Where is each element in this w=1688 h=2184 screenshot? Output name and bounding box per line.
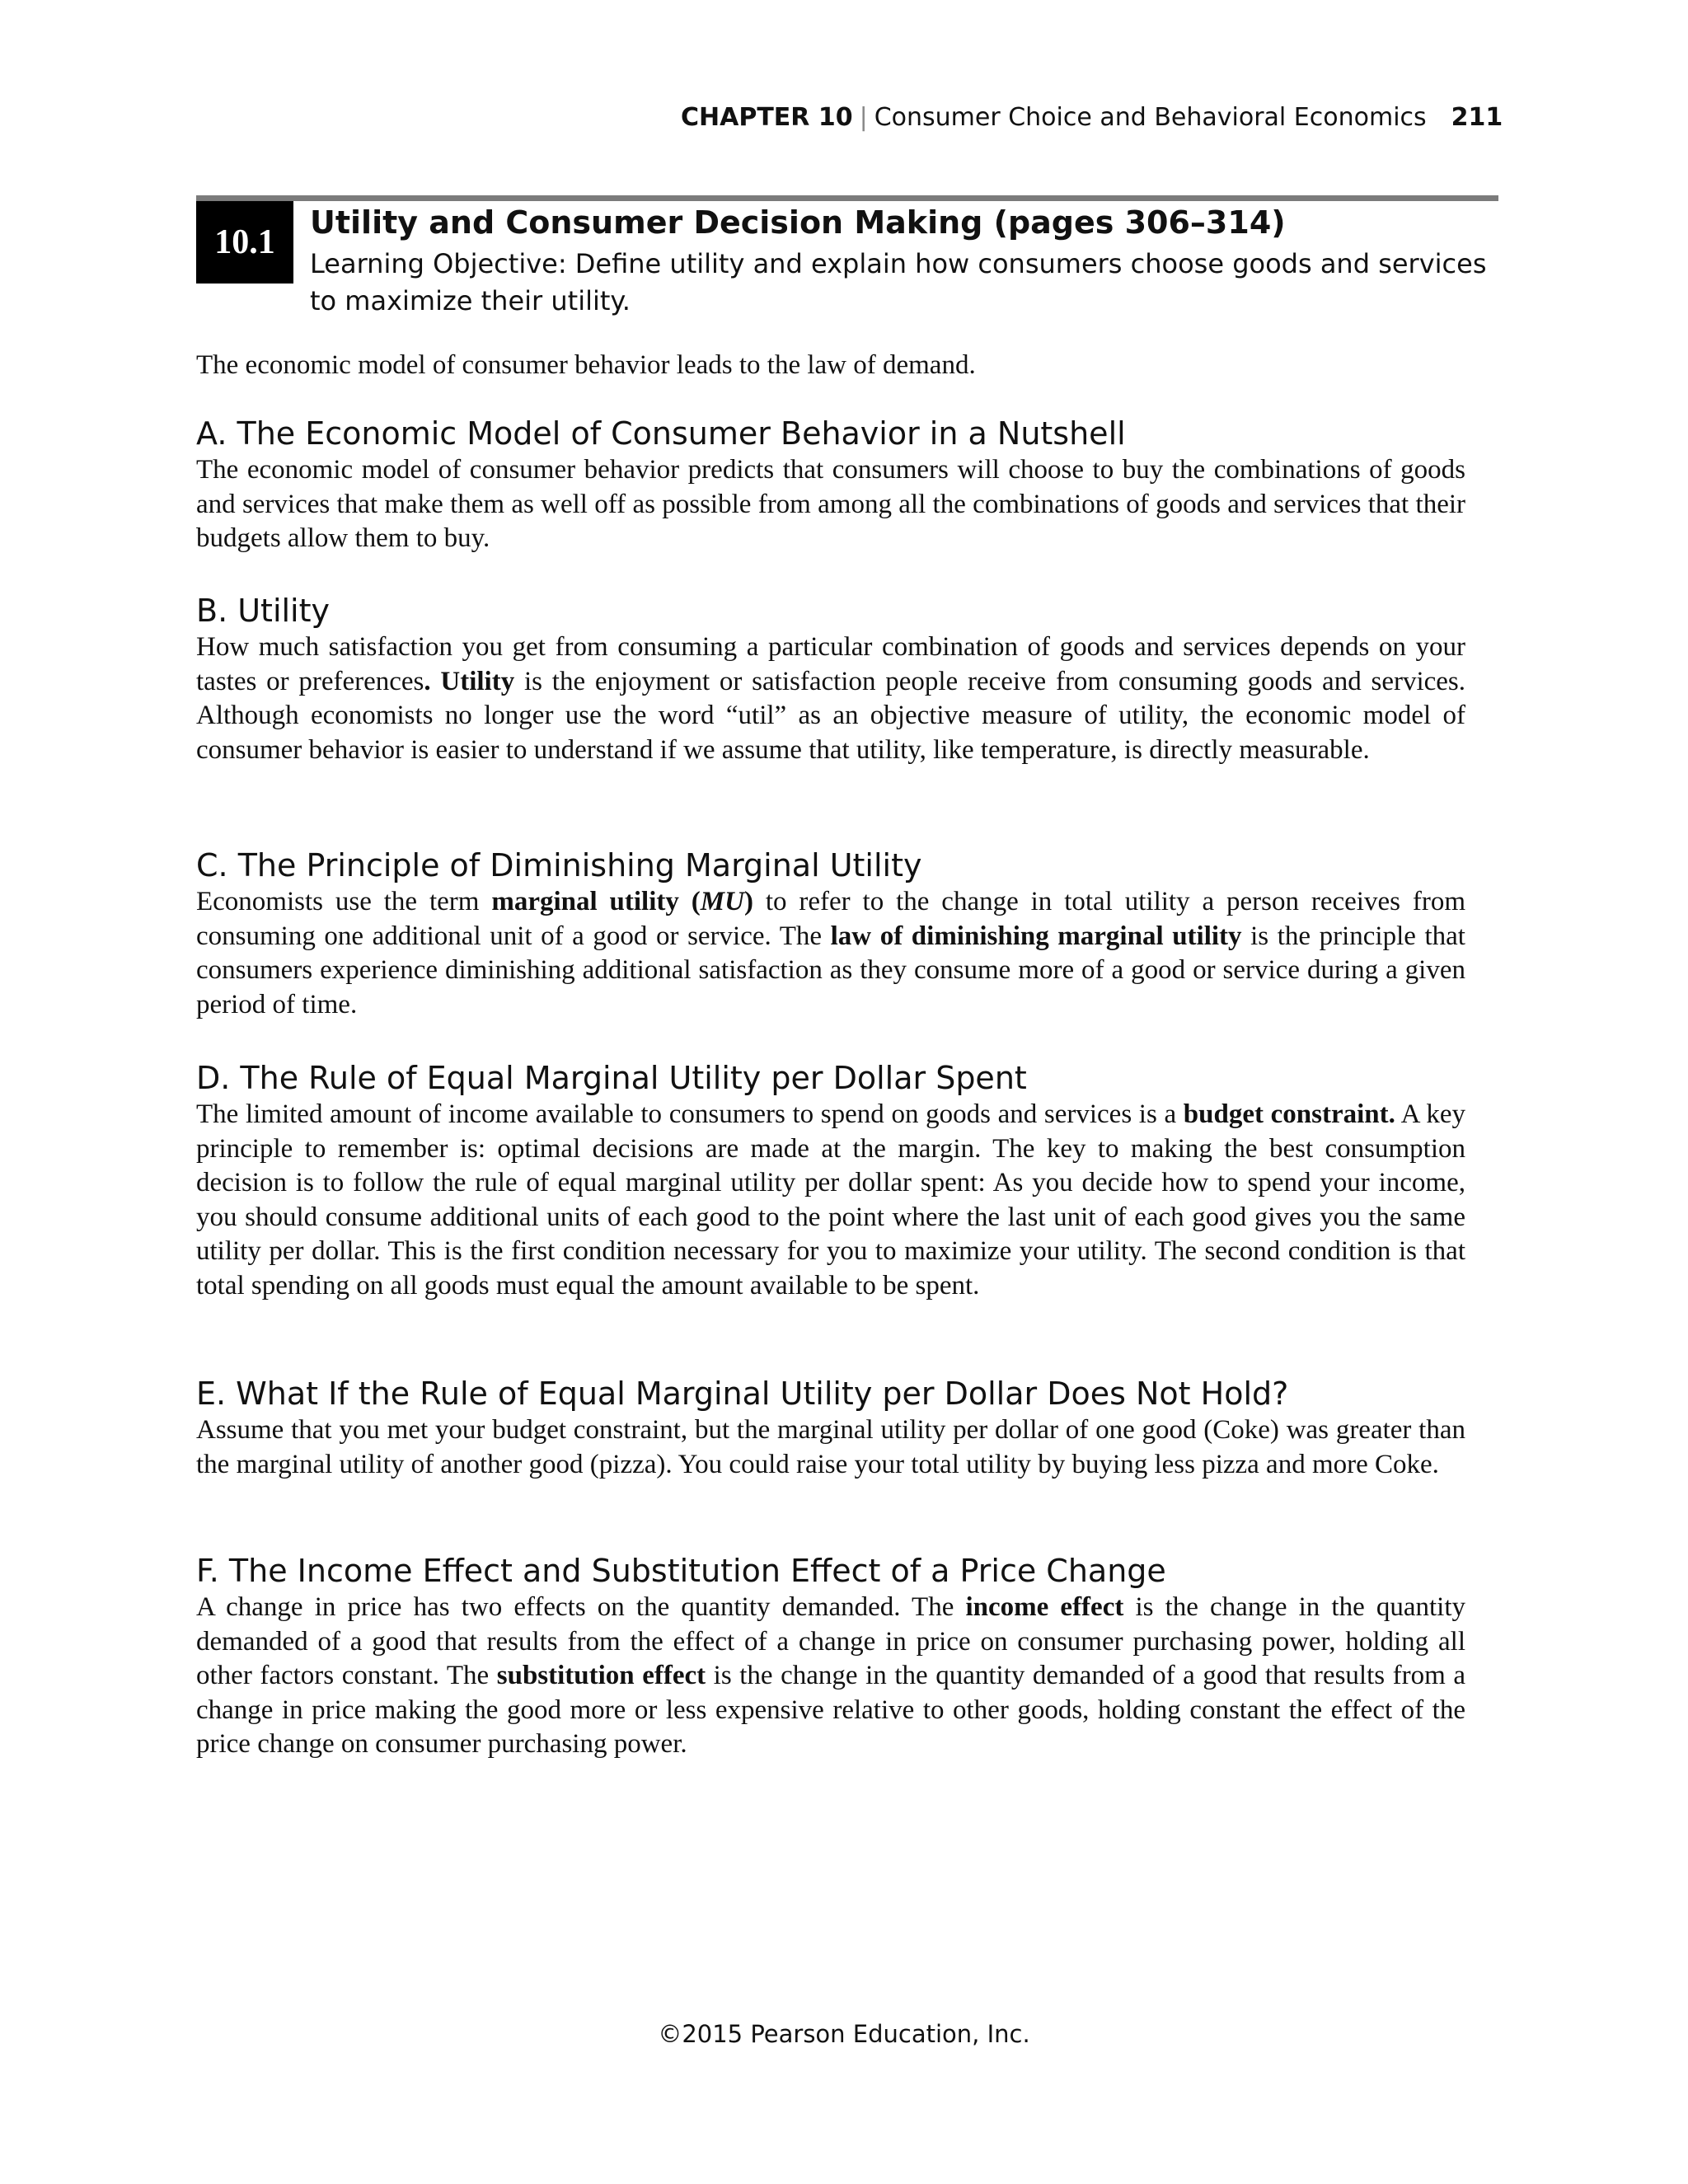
subsection-f [196,1551,1465,1762]
learning-objective: Learning Objective: Define utility and explain how consumers choose goods and services to maximize their utility. [310,248,1487,316]
chapter-title: Consumer Choice and Behavioral Economics [874,103,1427,132]
subsection-d [196,1058,1465,1304]
subsection-heading: C. The Principle of Diminishing Marginal Utility [196,847,922,883]
subsection-body: Assume that you met your budget constraint, but the marginal utility per dollar of one good (Coke) was greater than the marginal utility of another good (pizza). You could raise your total utility by buying less pizza and more Coke. [196,1415,1465,1479]
subsection-b [196,591,1465,767]
subsection-body: Economists use the term marginal utility (MU) to refer to the change in total utility a person receives from consuming one additional unit of a good or service. The law of diminishing marginal utility is the principle that consumers experience diminishing additional satisfaction as they consume more of a good or service during a given period of time. [196,887,1465,1019]
subsection-heading: E. What If the Rule of Equal Marginal Utility per Dollar Does Not Hold? [196,1376,1289,1412]
subsection-body: How much satisfaction you get from consuming a particular combination of goods and services depends on your tastes or preferences. Utility is the enjoyment or satisfaction people receive from consuming goods and services. Although economists no longer use the word “util” as an objective measure of utility, the economic model of consumer behavior is easier to understand if we assume that utility, like temperature, is directly measurable. [196,632,1466,765]
subsection-body: The economic model of consumer behavior predicts that consumers will choose to buy the combinations of goods and services that make them as well off as possible from among all the combinations of goods and services that their budgets allow them to buy. [196,455,1465,554]
section-rule [196,195,1498,201]
page-number: 211 [1451,103,1503,132]
subsection-c [196,846,1465,1022]
subsection-e [196,1374,1465,1482]
header-separator: | [859,103,868,132]
chapter-label: CHAPTER 10 [681,103,853,132]
section-title: Utility and Consumer Decision Making (pages 306–314) [310,204,1286,241]
subsection-body: A change in price has two effects on the quantity demanded. The income effect is the change in the quantity demanded of a good that results from the effect of a change in price on consumer purchasing power, holding all other factors constant. The substitution effect is the change in the quantity demanded of a good that results from a change in price making the good more or less expensive relative to other goods, holding constant the effect of the price change on consumer purchasing power. [196,1592,1466,1760]
running-header [681,97,1503,138]
subsection-heading: D. The Rule of Equal Marginal Utility per Dollar Spent [196,1060,1027,1096]
subsection-body: The limited amount of income available to consumers to spend on goods and services is a budget constraint. A key principle to remember is: optimal decisions are made at the margin. The key to making the best consumption decision is to follow the rule of equal marginal utility per dollar spent: As you decide how to spend your income, you should consume additional units of each good to the point where the last unit of each good gives you the same utility per dollar. This is the first condition necessary for you to maximize your utility. The second condition is that total spending on all goods must equal the amount available to be spent. [196,1099,1465,1301]
section-number-badge: 10.1 [196,201,293,284]
copyright-footer: ©2015 Pearson Education, Inc. [658,2020,1030,2048]
intro-paragraph: The economic model of consumer behavior leads to the law of demand. [196,350,976,380]
subsection-a [196,414,1465,556]
subsection-heading: B. Utility [196,593,331,629]
subsection-heading: A. The Economic Model of Consumer Behavior in a Nutshell [196,415,1126,452]
subsection-heading: F. The Income Effect and Substitution Effect of a Price Change [196,1553,1166,1589]
